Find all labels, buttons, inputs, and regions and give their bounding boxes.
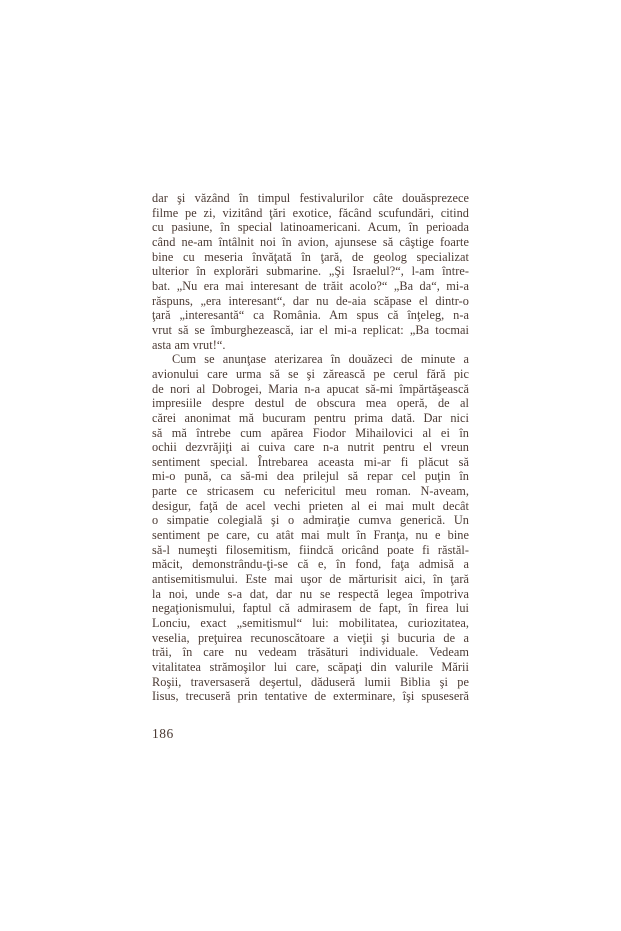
paragraph-1: [152, 191, 469, 352]
text-line: ochii dezvrăjiţi ai cuiva care n-a nutrit pentru el vreun: [152, 440, 469, 455]
text-line: parte ce stricasem cu nefericitul meu roman. N-aveam,: [152, 484, 469, 499]
text-line: cu pasiune, în special latinoamericani. Acum, în perioada: [152, 220, 469, 235]
text-line: mi-o pună, ca să-mi dea prilejul să repar cel puţin în: [152, 469, 469, 484]
text-line: la noi, unde s-a dat, dar nu se respectă legea împotriva: [152, 586, 469, 601]
text-line: dar şi văzând în timpul festivalurilor câte douăsprezece: [152, 191, 469, 205]
text-line: Roşii, traversaseră deşertul, dăduseră lumii Biblia şi pe: [152, 674, 469, 689]
text-line: Cum se anunţase aterizarea în douăzeci de minute a: [172, 352, 469, 367]
text-line: cărei anonimat mă bucuram pentru prima dată. Dar nici: [152, 410, 469, 425]
text-line: sentiment pe care, cu atât mai mult în Franţa, nu e bine: [152, 528, 469, 543]
page-number: 186: [152, 726, 174, 741]
text-line: asta am vrut!“.: [152, 337, 226, 352]
text-line: să mă întrebe cum apărea Fiodor Mihailovici al ei în: [152, 425, 469, 440]
text-line: Lonciu, exact „semitismul“ lui: mobilitatea, curiozitatea,: [152, 616, 469, 631]
text-block: [152, 191, 469, 704]
text-line: ţară „interesantă“ ca România. Am spus că înţeleg, n-a: [152, 308, 469, 323]
text-line: vrut să se îmburghezească, iar el mi-a replicat: „Ba tocmai: [152, 322, 469, 337]
text-line: ulterior în explorări submarine. „Şi Israelul?“, l-am între-: [152, 264, 469, 279]
text-line: filme pe zi, vizitând ţări exotice, făcând scufundări, citind: [152, 205, 469, 220]
text-line: antisemitismului. Este mai uşor de mărturisit aici, în ţară: [152, 572, 469, 587]
text-line: o simpatie colegială şi o admiraţie cumva generică. Un: [152, 513, 469, 528]
text-line: desigur, faţă de acel vechi prieten al ei mai mult decât: [152, 498, 469, 513]
text-line: impresiile despre destul de obscura mea operă, de al: [152, 396, 469, 411]
text-line: măcit, demonstrându-ţi-se că e, în fond, faţa admisă a: [152, 557, 469, 572]
text-line: vitalitatea strămoşilor lui care, scăpaţi din valurile Mării: [152, 660, 469, 674]
text-line: când ne-am întâlnit noi în avion, ajunsese să câştige foarte: [152, 234, 469, 249]
paragraph-2: [152, 352, 469, 704]
text-line: avionului care urma să se şi zărească pe cerul fără pic: [152, 366, 469, 381]
text-line: de nori al Dobrogei, Maria n-a apucat să-mi împărtăşească: [152, 381, 469, 396]
text-line: Iisus, trecuseră prin tentative de exterminare, îşi spuseseră: [152, 689, 469, 704]
text-line: bine cu meseria învăţată în ţară, de geolog specializat: [152, 249, 469, 264]
text-line: răspuns, „era interesant“, dar nu de-aia scăpase el dintr-o: [152, 293, 469, 308]
text-line: bat. „Nu era mai interesant de trăit acolo?“ „Ba da“, mi-a: [152, 278, 469, 293]
text-line: trăi, în care nu vedeam trăsături individuale. Vedeam: [152, 645, 469, 660]
text-line: negaţionismului, faptul că admirasem de fapt, în firea lui: [152, 601, 469, 616]
text-line: veselia, preţuirea recunoscătoare a vieţii şi bucuria de a: [152, 630, 469, 645]
text-line: să-l numeşti filosemitism, fiindcă oricând poate fi răstăl-: [152, 542, 469, 557]
text-line: sentiment special. Întrebarea aceasta mi-ar fi plăcut să: [152, 454, 469, 469]
